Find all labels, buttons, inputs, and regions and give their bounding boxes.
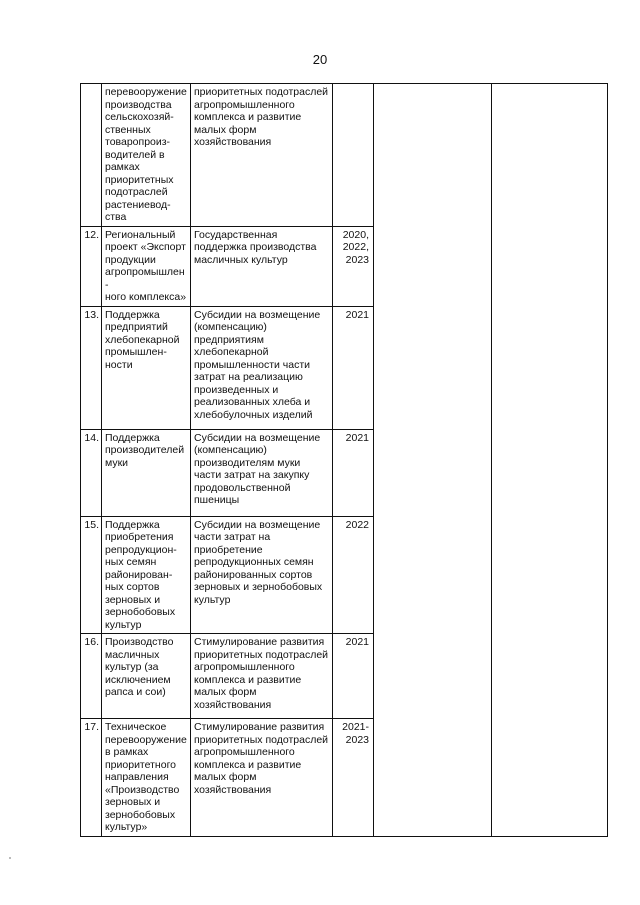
measure-name: Региональный проект «Экспорт продукции агропромышлен- ного комплекса»	[102, 226, 191, 306]
measure-description: Субсидии на возмещение части затрат на приобретение репродукционных семян районированных сортов зерновых и зернобобовых культур	[191, 516, 333, 634]
measure-year: 2021- 2023	[333, 719, 374, 837]
measure-description: приоритетных подотраслей агропромышленного комплекса и развитие малых форм хозяйствования	[191, 84, 333, 227]
measure-name: Производство масличных культур (за исключением рапса и сои)	[102, 634, 191, 719]
measure-description: Стимулирование развития приоритетных подотраслей агропромышленного комплекса и развитие малых форм хозяйствования	[191, 634, 333, 719]
measure-year: 2021	[333, 306, 374, 429]
measure-year: 2020, 2022, 2023	[333, 226, 374, 306]
measure-year: 2021	[333, 634, 374, 719]
measure-year	[333, 84, 374, 227]
measure-description: Субсидии на возмещение (компенсацию) предприятиям хлебопекарной промышленности части затрат на реализацию произведенных и реализованных хлеба и хлебобулочных изделий	[191, 306, 333, 429]
row-number: 13.	[81, 306, 102, 429]
row-number: 15.	[81, 516, 102, 634]
program-table	[80, 83, 608, 837]
measure-year: 2021	[333, 429, 374, 516]
measure-name: Поддержка приобретения репродукцион- ных семян районирован- ных сортов зерновых и зернобобовых культур	[102, 516, 191, 634]
measure-name: Поддержка предприятий хлебопекарной промышлен- ности	[102, 306, 191, 429]
measure-name: перевооружение производства сельскохозяй- ственных товаропроиз- водителей в рамках приоритетных подотраслей растениевод- ства	[102, 84, 191, 227]
empty-column-6	[492, 84, 608, 837]
row-number: 14.	[81, 429, 102, 516]
scan-speck	[9, 857, 11, 859]
row-number: 17.	[81, 719, 102, 837]
table-row	[81, 84, 608, 227]
page-number: 20	[312, 52, 328, 67]
measure-name: Техническое перевооружение в рамках приоритетного направления «Производство зерновых и зернобобовых культур»	[102, 719, 191, 837]
measure-name: Поддержка производителей муки	[102, 429, 191, 516]
measure-description: Государственная поддержка производства масличных культур	[191, 226, 333, 306]
row-number: 12.	[81, 226, 102, 306]
row-number: 16.	[81, 634, 102, 719]
empty-column-5	[374, 84, 492, 837]
measure-year: 2022	[333, 516, 374, 634]
row-number	[81, 84, 102, 227]
measure-description: Стимулирование развития приоритетных подотраслей агропромышленного комплекса и развитие малых форм хозяйствования	[191, 719, 333, 837]
measure-description: Субсидии на возмещение (компенсацию) производителям муки части затрат на закупку продовольственной пшеницы	[191, 429, 333, 516]
